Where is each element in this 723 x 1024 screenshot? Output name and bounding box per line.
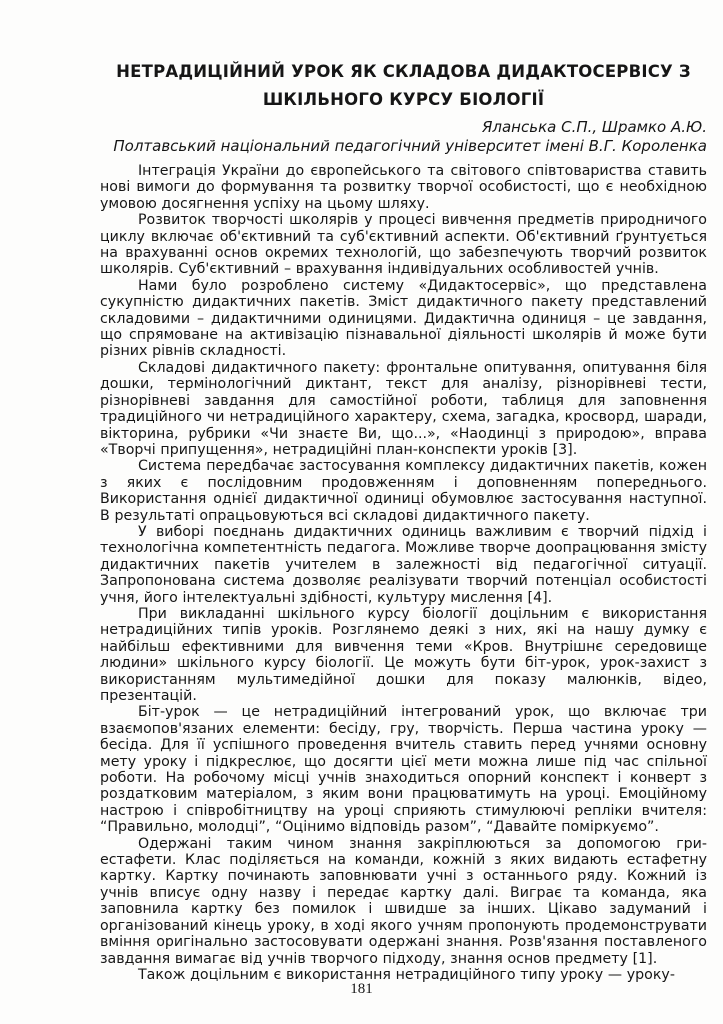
page-number: 181	[350, 981, 373, 997]
paragraph: Біт-урок — це нетрадиційний інтегрований урок, що включає три взаємопов'язаних елементи: бесіду, гру, творчість. Перша частина уроку — бесіда. Для її успішного проведення вчитель ставить перед учнями основну мету уроку і підкреслює, що досягти цієї мети можна лише під час спільної роботи. На робочому місці учнів знаходиться опорний конспект і конверт з роздатковим матеріалом, з яким вони працюватимуть на уроці. Емоційному настрою і співробітництву на уроці сприяють стимулюючі репліки вчителя: “Правильно, молодці”, “Оцінимо відповідь разом”, “Давайте поміркуємо”.	[100, 704, 707, 836]
paragraph: При викладанні шкільного курсу біології доцільним є використання нетрадиційних типів уроків. Розглянемо деякі з них, які на нашу думку є найбільш ефективними для вивчення теми «Кров. Внутрішнє середовище людини» шкільного курсу біології. Це можуть бути біт-урок, урок-захист з використанням мультимедійної дошки для показу малюнків, відео, презентацій.	[100, 605, 707, 704]
paragraph: Складові дидактичного пакету: фронтальне опитування, опитування біля дошки, термінологічний диктант, текст для аналізу, різнорівневі тести, різнорівневі завдання для самостійної роботи, таблиця для заповнення традиційного чи нетрадиційного характеру, схема, загадка, кросворд, шаради, вікторина, рубрики «Чи знаєте Ви, що...», «Наодинці з природою», вправа «Творчі припущення», нетрадиційні план-конспекти уроків [3].	[100, 359, 707, 458]
paragraph: Також доцільним є використання нетрадиційного типу уроку — уроку-	[138, 966, 675, 983]
paragraph: У виборі поєднань дидактичних одиниць важливим є творчий підхід і технологічна компетентність педагога. Можливе творче доопрацювання змісту дидактичних пакетів учителем в залежності від педагогічної ситуації. Запропонована система дозволяє реалізувати творчий потенціал особистості учня, його інтелектуальні здібності, культуру мислення [4].	[100, 523, 707, 606]
article-body	[100, 163, 707, 983]
paragraph: Система передбачає застосування комплексу дидактичних пакетів, кожен з яких є послідовним продовженням і доповненням попереднього. Використання однієї дидактичної одиниці обумовлює застосування наступної. В результаті опрацьовуються всі складові дидактичного пакету.	[100, 458, 707, 524]
authors-line: Яланська С.П., Шрамко А.Ю.	[481, 118, 707, 136]
paragraph: Нами було розроблено систему «Дидактосервіс», що представлена сукупністю дидактичних пакетів. Зміст дидактичного пакету представлений складовими – дидактичними одиницями. Дидактична одиниця – це завдання, що спрямоване на активізацію пізнавальної діяльності школярів й може бути різних рівнів складності.	[100, 277, 707, 360]
paragraph: Одержані таким чином знання закріплюються за допомогою гри-естафети. Клас поділяється на команди, кожній з яких видають естафетну картку. Картку починають заповнювати учні з останнього ряду. Кожний із учнів вписує одну назву і передає картку далі. Виграє та команда, яка заповнила картку без помилок і швидше за інших. Цікаво задуманий і організований кінець уроку, в ході якого учням пропонують продемонструвати вміння оригінально застосовувати одержані знання. Розв'язання поставленого завдання вимагає від учнів творчого підходу, знання основ предмету [1].	[100, 835, 707, 967]
paragraph: Розвиток творчості школярів у процесі вивчення предметів природничого циклу включає об'єктивний та суб'єктивний аспекти. Об'єктивний ґрунтується на врахуванні основ окремих технологій, що забезпечують творчий розвиток школярів. Суб'єктивний – врахування індивідуальних особливостей учнів.	[100, 212, 707, 278]
paragraph: Інтеграція України до європейського та світового співтовариства ставить нові вимоги до формування та розвитку творчої особистості, що є необхідною умовою досягнення успіху на цьому шляху.	[100, 163, 707, 212]
affiliation-line: Полтавський національний педагогічний університет імені В.Г. Короленка	[113, 136, 707, 155]
page-title: НЕТРАДИЦІЙНИЙ УРОК ЯК СКЛАДОВА ДИДАКТОСЕРВІСУ З ШКІЛЬНОГО КУРСУ БІОЛОГІЇ	[116, 62, 691, 109]
page-content	[100, 58, 707, 983]
